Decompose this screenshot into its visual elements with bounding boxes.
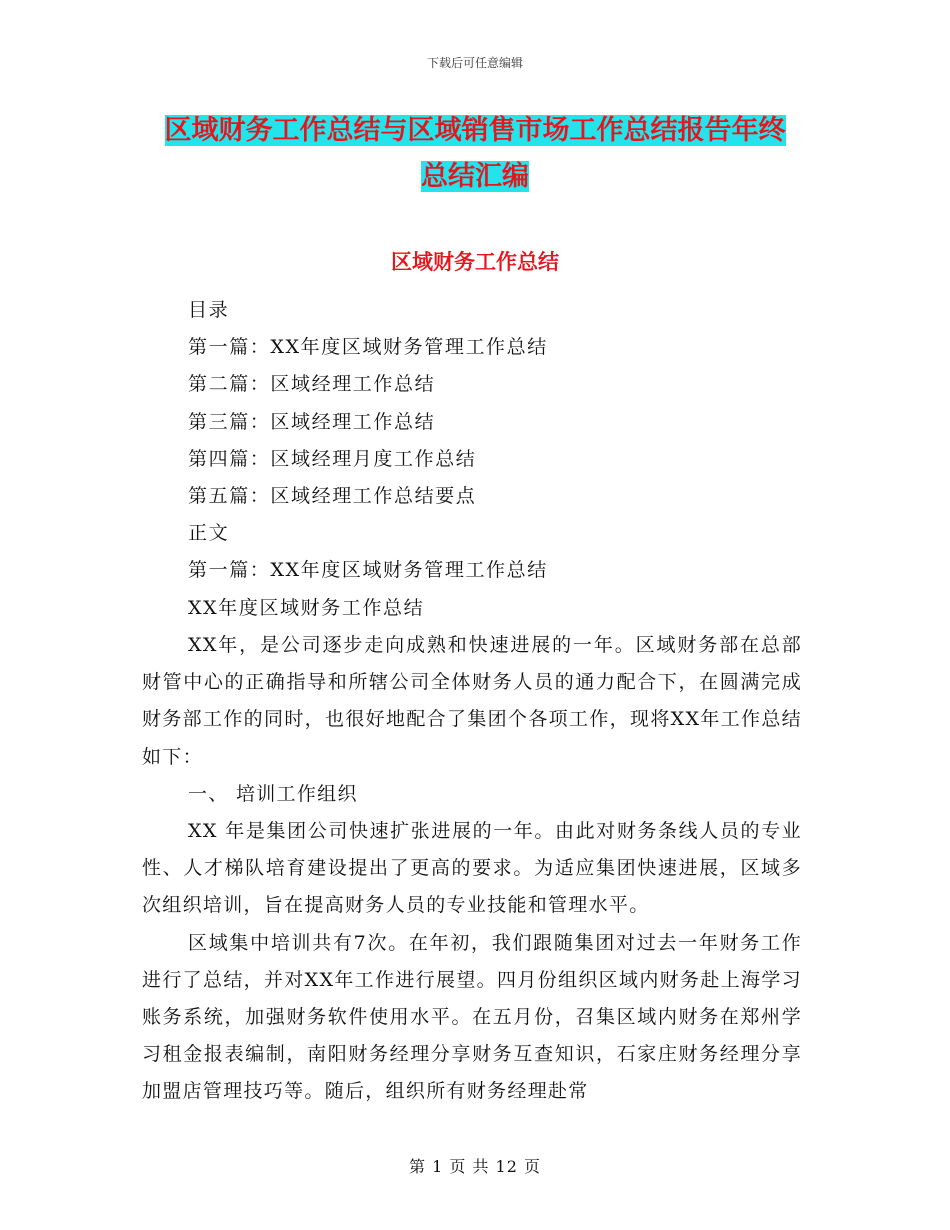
page-footer: 第 1 页 共 12 页	[409, 1157, 541, 1176]
title-line-2: 总结汇编	[421, 161, 529, 192]
title-line-1: 区域财务工作总结与区域销售市场工作总结报告年终	[164, 115, 786, 146]
toc-item: 第五篇：区域经理工作总结要点	[188, 485, 477, 508]
toc-label: 目录	[188, 299, 230, 321]
table-of-contents	[188, 292, 548, 627]
header-note: 下载后可任意编辑	[426, 56, 523, 70]
chapter-subtitle: XX年度区域财务工作总结	[188, 596, 425, 619]
toc-item: 第三篇：区域经理工作总结	[188, 410, 436, 433]
paragraph: XX 年是集团公司快速扩张进展的一年。由此对财务条线人员的专业性、人才梯队培育建设提出了更高的要求。为适应集团快速进展，区域多次组织培训，旨在提高财务人员的专业技能和管理水平。	[142, 820, 802, 917]
chapter-heading: 第一篇：XX年度区域财务管理工作总结	[188, 559, 548, 582]
document-title	[140, 108, 810, 200]
subheading: 一、 培训工作组织	[188, 782, 358, 805]
paragraph: 区域集中培训共有7次。在年初，我们跟随集团对过去一年财务工作进行了总结，并对XX年工作进行展望。四月份组织区域内财务赴上海学习账务系统，加强财务软件使用水平。在五月份，召集区域内财务在郑州学习租金报表编制，南阳财务经理分享财务互查知识，石家庄财务经理分享加盟店管理技巧等。随后，组织所有财务经理赴常	[142, 931, 802, 1103]
toc-item: 第一篇：XX年度区域财务管理工作总结	[188, 336, 548, 359]
toc-item: 第四篇：区域经理月度工作总结	[188, 447, 477, 470]
body-text	[142, 627, 802, 1111]
section-title: 区域财务工作总结	[391, 250, 559, 274]
paragraph: XX年，是公司逐步走向成熟和快速进展的一年。区域财务部在总部财管中心的正确指导和所辖公司全体财务人员的通力配合下，在圆满完成财务部工作的同时，也很好地配合了集团个各项工作，现将XX年工作总结如下：	[142, 634, 802, 768]
toc-item: 第二篇：区域经理工作总结	[188, 373, 436, 396]
body-label: 正文	[188, 522, 230, 545]
